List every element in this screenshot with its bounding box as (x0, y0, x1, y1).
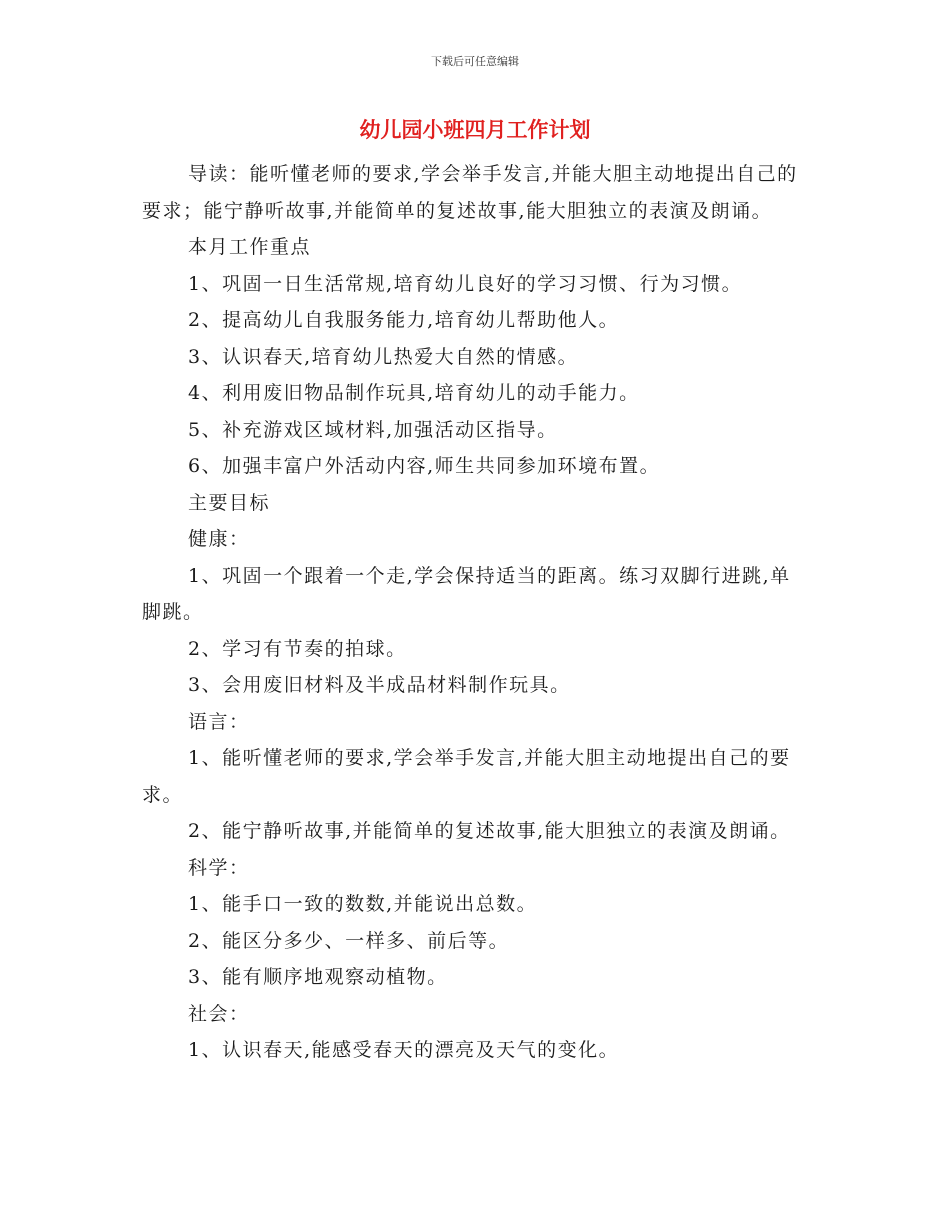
list-item: 2、学习有节奏的拍球。 (188, 637, 407, 660)
document-body (142, 156, 807, 1069)
paragraph-intro: 导读：能听懂老师的要求,学会举手发言,并能大胆主动地提出自己的要求；能宁静听故事,并能简单的复述故事,能大胆独立的表演及朗诵。 (142, 163, 798, 222)
list-item: 1、巩固一个跟着一个走,学会保持适当的距离。练习双脚行进跳,单脚跳。 (142, 564, 791, 623)
section-heading-goals: 主要目标 (188, 491, 271, 514)
list-item: 3、认识春天,培育幼儿热爱大自然的情感。 (188, 345, 579, 368)
list-item: 1、能听懂老师的要求,学会举手发言,并能大胆主动地提出自己的要求。 (142, 747, 791, 806)
subheading-society: 社会： (188, 1002, 250, 1025)
document-title: 幼儿园小班四月工作计划 (359, 118, 591, 142)
subheading-science: 科学： (188, 856, 250, 879)
list-item: 3、能有顺序地观察动植物。 (188, 966, 448, 988)
subheading-health: 健康： (188, 528, 250, 550)
page-header: 下载后可任意编辑 (431, 55, 519, 68)
list-item: 1、巩固一日生活常规,培育幼儿良好的学习习惯、行为习惯。 (188, 272, 743, 295)
subheading-language: 语言： (188, 710, 250, 733)
list-item: 2、提高幼儿自我服务能力,培育幼儿帮助他人。 (188, 309, 620, 331)
list-item: 2、能宁静听故事,并能简单的复述故事,能大胆独立的表演及朗诵。 (188, 820, 791, 842)
section-heading-focus: 本月工作重点 (188, 236, 312, 258)
list-item: 5、补充游戏区域材料,加强活动区指导。 (188, 418, 558, 441)
list-item: 3、会用废旧材料及半成品材料制作玩具。 (188, 674, 571, 696)
list-item: 6、加强丰富户外活动内容,师生共同参加环境布置。 (188, 455, 661, 477)
list-item: 4、利用废旧物品制作玩具,培育幼儿的动手能力。 (188, 382, 640, 404)
list-item: 2、能区分多少、一样多、前后等。 (188, 929, 510, 952)
list-item: 1、能手口一致的数数,并能说出总数。 (188, 893, 538, 915)
list-item: 1、认识春天,能感受春天的漂亮及天气的变化。 (188, 1039, 620, 1061)
